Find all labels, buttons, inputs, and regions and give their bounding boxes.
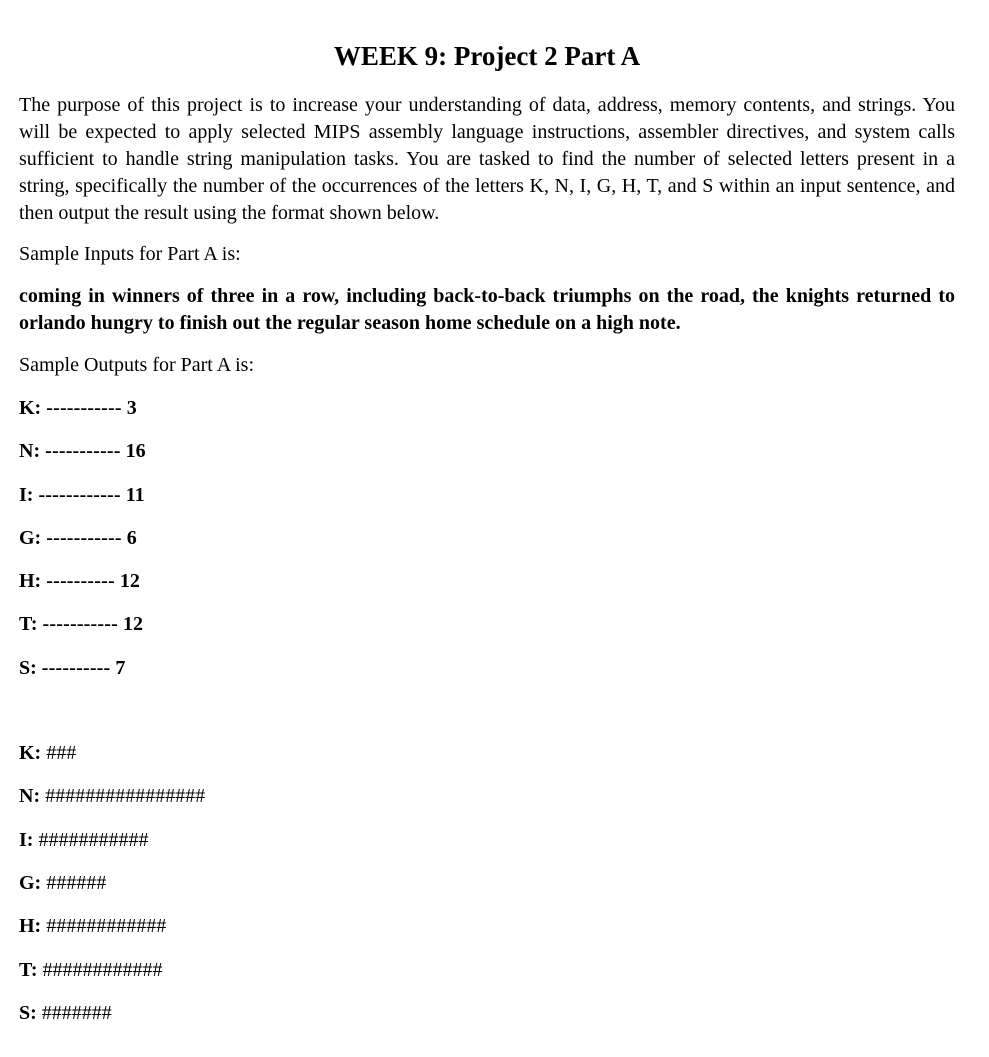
histogram-row-t [19, 956, 955, 999]
count-value: 11 [125, 483, 145, 506]
count-value: 12 [122, 613, 143, 636]
sample-outputs-label: Sample Outputs for Part A is: [19, 354, 254, 376]
histogram-row-n [19, 782, 955, 825]
histogram-letter: G: [19, 871, 42, 894]
histogram-row-h [19, 912, 955, 955]
count-row-s [19, 654, 955, 697]
count-dashes: ----------- [45, 440, 121, 463]
count-letter: K: [19, 397, 42, 419]
histogram-output-list [19, 739, 955, 1042]
histogram-bars: ########### [38, 828, 149, 851]
count-letter: G: [19, 526, 42, 549]
histogram-bars: ####### [41, 1001, 112, 1024]
count-value: 6 [126, 526, 137, 549]
histogram-bars: ###### [46, 871, 107, 894]
histogram-row-k [19, 739, 955, 782]
count-dashes: ------------ [38, 483, 121, 506]
count-row-h [19, 567, 955, 610]
count-value: 3 [126, 397, 137, 419]
count-row-i [19, 481, 955, 524]
count-dashes: ---------- [46, 570, 115, 593]
histogram-bars: ################ [45, 785, 206, 808]
histogram-letter: K: [19, 742, 42, 765]
count-dashes: ----------- [42, 613, 118, 636]
count-dashes: ----------- [46, 397, 122, 419]
histogram-row-s [19, 999, 955, 1042]
histogram-bars: ### [46, 742, 77, 765]
sample-inputs-label: Sample Inputs for Part A is: [19, 243, 241, 265]
histogram-letter: I: [19, 828, 34, 851]
count-row-n [19, 437, 955, 480]
histogram-letter: S: [19, 1001, 37, 1024]
histogram-letter: H: [19, 915, 42, 938]
sample-input-sentence: coming in winners of three in a row, including back-to-back triumphs on the road, the knights returned to orlando hungry to finish out the regular season home schedule on a high note. [19, 285, 955, 334]
count-letter: H: [19, 570, 42, 593]
count-value: 16 [125, 440, 146, 463]
count-output-list [19, 394, 955, 697]
count-row-k [19, 394, 955, 437]
histogram-row-i [19, 826, 955, 869]
count-dashes: ----------- [46, 526, 122, 549]
histogram-bars: ############ [42, 958, 163, 981]
histogram-bars: ############ [46, 915, 167, 938]
count-row-t [19, 610, 955, 653]
histogram-letter: N: [19, 785, 41, 808]
count-dashes: ---------- [41, 656, 111, 679]
histogram-letter: T: [19, 958, 38, 981]
count-letter: N: [19, 440, 41, 463]
count-value: 7 [115, 656, 126, 679]
page-title: WEEK 9: Project 2 Part A [333, 41, 641, 71]
intro-paragraph: The purpose of this project is to increase your understanding of data, address, memory contents, and strings. You will be expected to apply selected MIPS assembly language instructions, assembler directives, and system calls sufficient to handle string manipulation tasks. You are tasked to find the number of selected letters present in a string, specifically the number of the occurrences of the letters K, N, I, G, H, T, and S within an input sentence, and then output the result using the format shown below. [19, 94, 955, 224]
count-value: 12 [119, 570, 140, 593]
count-letter: T: [19, 613, 38, 636]
count-row-g [19, 524, 955, 567]
count-letter: I: [19, 483, 34, 506]
count-letter: S: [19, 656, 37, 679]
histogram-row-g [19, 869, 955, 912]
